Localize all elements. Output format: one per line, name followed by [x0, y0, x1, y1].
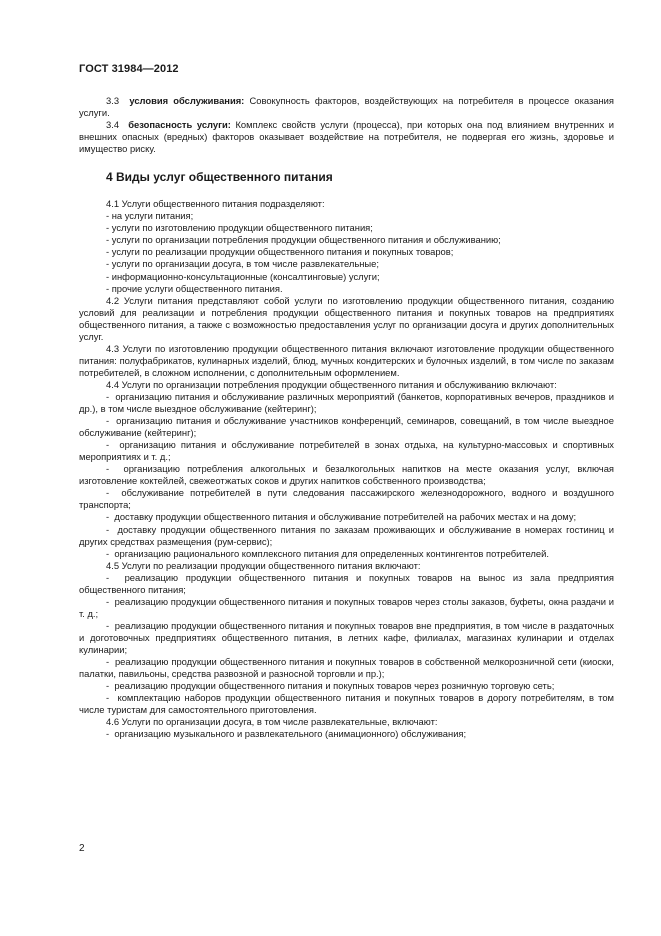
definition-3-3	[79, 95, 614, 119]
definition-number: 3.3	[106, 95, 120, 106]
list-item: - доставку продукции общественного питания по заказам проживающих и обслуживание в номерах гостиниц и других средствах размещения (рум-сервис);	[79, 523, 614, 547]
definition-term: условия обслуживания:	[129, 95, 245, 106]
list-item: - организацию питания и обслуживание участников конференций, семинаров, совещаний, в том числе выездное обслуживание (кейтеринг);	[79, 415, 614, 439]
document-header: ГОСТ 31984—2012	[79, 63, 179, 75]
list-item: - организацию питания и обслуживание потребителей в зонах отдыха, на культурно-массовых и спортивных мероприятиях и т. д.;	[79, 439, 614, 463]
list-item: - организацию музыкального и развлекательного (анимационного) обслуживания;	[106, 728, 467, 740]
list-item: - на услуги питания;	[106, 210, 194, 222]
list-item: - услуги по организации потребления продукции общественного питания и обслуживанию;	[106, 234, 501, 246]
definition-text: Совокупность факторов, воздействующих на потребителя в процессе оказания услуги.	[79, 95, 614, 119]
list-item: - доставку продукции общественного питания и обслуживание потребителей на рабочих местах и на дому;	[106, 511, 577, 523]
list-item: - информационно-консультационные (консалтинговые) услуги;	[106, 270, 380, 282]
list-item: - реализацию продукции общественного питания и покупных товаров вне предприятия, в том числе в раздаточных и доготовочных предприятиях общественного питания, в летних кафе, филиалах, магазинах кулинарии и отделах кулинарии;	[79, 619, 614, 655]
list-item: - реализацию продукции общественного питания и покупных товаров на вынос из зала предприятия общественного питания;	[79, 571, 614, 595]
list-item: - организацию рационального комплексного питания для определенных контингентов потребителей.	[106, 547, 549, 559]
page-number: 2	[79, 843, 85, 854]
paragraph-4-3: 4.3 Услуги по изготовлению продукции общественного питания включают изготовление продукции общественного питания: полуфабрикатов, кулинарных изделий, блюд, мучных кондитерских и булочных изделий, в том числе по заказам потребителей, в сложном исполнении, с дополнительным оформлением.	[79, 342, 614, 378]
definition-term: безопасность услуги:	[128, 119, 231, 131]
paragraph-4-2: 4.2 Услуги питания представляют собой услуги по изготовлению продукции общественного питания, созданию условий для реализации и потребления продукции общественного питания и покупных товаров на предприятиях общественного питания, а также с возможностью предоставления услуг по организации досуга и других дополнительных услуг.	[79, 294, 614, 342]
section-title: 4 Виды услуг общественного питания	[106, 170, 333, 185]
list-item: - организацию питания и обслуживание различных мероприятий (банкетов, корпоративных вечеров, праздников и др.), в том числе выездное обслуживание (кейтеринг);	[79, 390, 614, 415]
document-body	[79, 95, 614, 740]
list-item: - услуги по изготовлению продукции общественного питания;	[106, 222, 373, 234]
paragraph-4-6: 4.6 Услуги по организации досуга, в том числе развлекательные, включают:	[106, 716, 438, 728]
list-item: - прочие услуги общественного питания.	[106, 282, 283, 294]
list-item: - обслуживание потребителей в пути следования пассажирского железнодорожного, водного и воздушного транспорта;	[79, 487, 614, 511]
paragraph-4-5: 4.5 Услуги по реализации продукции общественного питания включают:	[106, 559, 421, 571]
list-item: - услуги по организации досуга, в том числе развлекательные;	[106, 258, 379, 270]
list-item: - комплектацию наборов продукции общественного питания и покупных товаров в дорогу потребителям, в том числе туристам для самостоятельного приготовления.	[79, 692, 614, 716]
list-item: - реализацию продукции общественного питания и покупных товаров через розничную торговую сеть;	[106, 680, 555, 692]
definition-number: 3.4	[106, 119, 120, 131]
list-item: - услуги по реализации продукции общественного питания и покупных товаров;	[106, 246, 454, 258]
list-item: - организацию потребления алкогольных и безалкогольных напитков на месте оказания услуг, включая изготовление коктейлей, свежеотжатых соков и других напитков собственного производства;	[79, 463, 614, 487]
list-item: - реализацию продукции общественного питания и покупных товаров через столы заказов, буфеты, окна раздачи и т. д.;	[79, 595, 614, 619]
paragraph-4-1: 4.1 Услуги общественного питания подразделяют:	[106, 198, 325, 210]
definition-text: Комплекс свойств услуги (процесса), при которых она под влиянием внутренних и внешних опасных (вредных) факторов оказывает воздействие на потребителя, не подвергая его жизнь, здоровье и имущество риску.	[79, 119, 615, 155]
paragraph-4-4: 4.4 Услуги по организации потребления продукции общественного питания и обслуживанию включают:	[106, 378, 557, 390]
list-item: - реализацию продукции общественного питания и покупных товаров в собственной мелкорозничной сети (киоски, палатки, павильоны, средства развозной и разносной торговли и пр.);	[79, 656, 614, 680]
definition-3-4	[79, 119, 614, 155]
